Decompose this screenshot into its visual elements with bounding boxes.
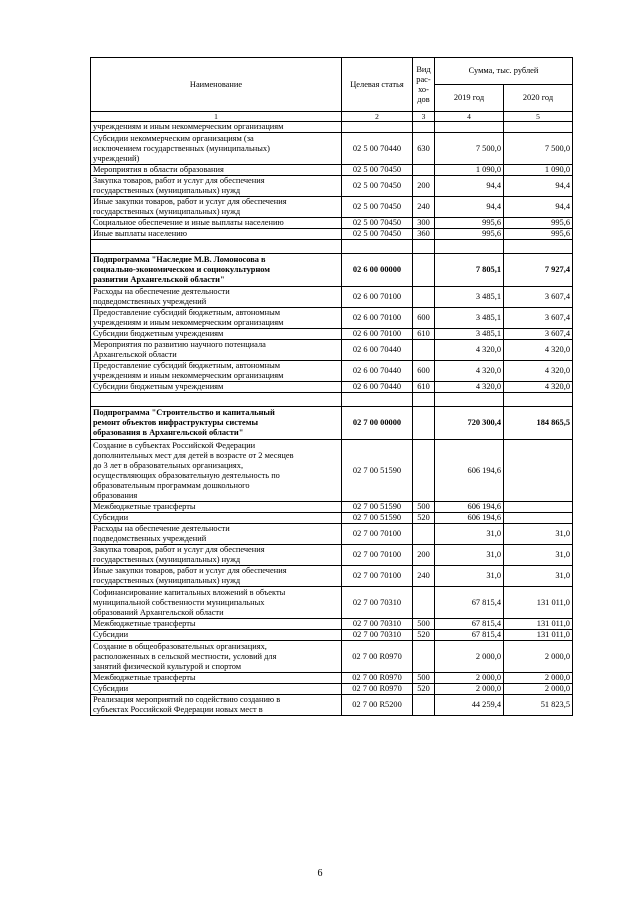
sum-2020-cell: 2 000,0 (504, 684, 573, 695)
sum-2019-cell: 67 815,4 (435, 630, 504, 641)
header-code: Целевая статья (342, 58, 413, 112)
name-line: Реализация мероприятий по содействию созданию в (93, 695, 281, 704)
sum-2020-cell: 31,0 (504, 545, 573, 566)
name-cell (91, 587, 342, 619)
code-cell: 02 5 00 70450 (342, 165, 413, 176)
sum-2020-cell: 3 607,4 (504, 329, 573, 340)
sum-2019-cell: 606 194,6 (435, 513, 504, 524)
vid-cell: 200 (413, 545, 435, 566)
vid-cell: 500 (413, 673, 435, 684)
name-line: субъектах Российской Федерации новых мест в (93, 705, 263, 714)
sum-2020-cell: 4 320,0 (504, 361, 573, 382)
code-cell: 02 5 00 70450 (342, 218, 413, 229)
vid-cell (413, 240, 435, 254)
sum-2019-cell: 67 815,4 (435, 587, 504, 619)
name-cell (91, 361, 342, 382)
sum-2020-cell: 94,4 (504, 176, 573, 197)
sum-2019-cell: 94,4 (435, 197, 504, 218)
name-cell (91, 133, 342, 165)
code-cell: 02 7 00 51590 (342, 440, 413, 502)
name-line: Субсидии (93, 630, 129, 639)
sum-2019-cell (435, 393, 504, 407)
name-line: Субсидии (93, 513, 129, 522)
name-line: Подпрограмма "Наследие М.В. Ломоносова в (93, 255, 266, 264)
name-cell (91, 524, 342, 545)
sum-2020-cell: 995,6 (504, 229, 573, 240)
name-line: занятий физической культурой и спортом (93, 661, 242, 671)
table-row (91, 545, 573, 566)
subprogram-row (91, 407, 573, 440)
name-cell (91, 545, 342, 566)
name-cell (91, 673, 342, 684)
name-line: государственных (муниципальных) нужд (93, 555, 241, 564)
code-cell (342, 122, 413, 133)
name-line: Субсидии бюджетным учреждениям (93, 329, 224, 338)
name-line: исключением государственных (муниципальных) (93, 143, 270, 153)
name-line: Подпрограмма "Строительство и капитальный (93, 408, 275, 417)
name-cell (91, 502, 342, 513)
vid-cell (413, 287, 435, 308)
name-cell (91, 229, 342, 240)
sum-2020-cell (504, 513, 573, 524)
name-line: Создание в общеобразовательных организациях, (93, 641, 267, 651)
vid-cell (413, 587, 435, 619)
name-cell (91, 165, 342, 176)
sum-2020-cell: 995,6 (504, 218, 573, 229)
vid-cell: 630 (413, 133, 435, 165)
code-cell: 02 7 00 70100 (342, 545, 413, 566)
name-cell (91, 254, 342, 287)
code-cell (342, 393, 413, 407)
name-line: учреждений) (93, 153, 140, 163)
name-line: Софинансирование капитальных вложений в объекты (93, 587, 286, 597)
code-cell: 02 7 00 00000 (342, 407, 413, 440)
table-row (91, 440, 573, 502)
header-year-2019: 2019 год (435, 85, 504, 112)
vid-cell (413, 393, 435, 407)
sum-2019-cell: 606 194,6 (435, 440, 504, 502)
vid-cell (413, 254, 435, 287)
sum-2020-cell: 3 607,4 (504, 287, 573, 308)
name-line: Предоставление субсидий бюджетным, автономным (93, 361, 281, 370)
sum-2020-cell: 3 607,4 (504, 308, 573, 329)
name-line: государственных (муниципальных) нужд (93, 186, 241, 195)
sum-2019-cell: 67 815,4 (435, 619, 504, 630)
name-line: до 3 лет в образовательных организациях, (93, 460, 244, 470)
vid-cell: 500 (413, 619, 435, 630)
table-row (91, 382, 573, 393)
table-row (91, 502, 573, 513)
sum-2020-cell: 31,0 (504, 566, 573, 587)
name-cell (91, 218, 342, 229)
column-number: 4 (435, 112, 504, 122)
vid-cell: 240 (413, 197, 435, 218)
sum-2020-cell (504, 122, 573, 133)
name-line: государственных (муниципальных) нужд (93, 207, 241, 216)
sum-2019-cell: 720 300,4 (435, 407, 504, 440)
name-cell (91, 619, 342, 630)
code-cell: 02 7 00 70310 (342, 630, 413, 641)
sum-2019-cell (435, 240, 504, 254)
sum-2019-cell: 3 485,1 (435, 329, 504, 340)
name-cell (91, 513, 342, 524)
code-cell: 02 6 00 70440 (342, 340, 413, 361)
code-cell: 02 7 00 R5200 (342, 695, 413, 716)
sum-2020-cell: 131 011,0 (504, 587, 573, 619)
vid-cell: 240 (413, 566, 435, 587)
sum-2019-cell (435, 122, 504, 133)
name-line: Субсидии (93, 684, 129, 693)
sum-2020-cell (504, 440, 573, 502)
name-line: расположенных в сельской местности, условий для (93, 651, 277, 661)
sum-2020-cell (504, 502, 573, 513)
spacer-row (91, 240, 573, 254)
code-cell (342, 240, 413, 254)
name-cell (91, 287, 342, 308)
name-cell (91, 393, 342, 407)
sum-2019-cell: 2 000,0 (435, 684, 504, 695)
code-cell: 02 7 00 51590 (342, 502, 413, 513)
table-row (91, 329, 573, 340)
column-number: 5 (504, 112, 573, 122)
header-vid-line: дов (417, 94, 430, 104)
page-number: 6 (317, 868, 323, 879)
sum-2019-cell: 4 320,0 (435, 382, 504, 393)
table-row (91, 587, 573, 619)
code-cell: 02 5 00 70450 (342, 176, 413, 197)
sum-2020-cell: 131 011,0 (504, 630, 573, 641)
sum-2020-cell: 2 000,0 (504, 673, 573, 684)
sum-2020-cell: 1 090,0 (504, 165, 573, 176)
sum-2020-cell: 7 500,0 (504, 133, 573, 165)
name-line: учреждениям и иным некоммерческим организациям (93, 371, 284, 380)
sum-2019-cell: 31,0 (435, 566, 504, 587)
sum-2020-cell (504, 393, 573, 407)
sum-2019-cell: 1 090,0 (435, 165, 504, 176)
name-line: Иные закупки товаров, работ и услуг для обеспечения (93, 197, 287, 206)
code-cell: 02 6 00 70100 (342, 308, 413, 329)
code-cell: 02 7 00 70310 (342, 587, 413, 619)
vid-cell: 520 (413, 513, 435, 524)
name-line: государственных (муниципальных) нужд (93, 576, 241, 585)
sum-2019-cell: 995,6 (435, 229, 504, 240)
table-row (91, 133, 573, 165)
column-number: 3 (413, 112, 435, 122)
code-cell: 02 5 00 70450 (342, 197, 413, 218)
header-vid-line: хо- (418, 84, 429, 94)
vid-cell: 610 (413, 329, 435, 340)
name-cell (91, 329, 342, 340)
header-vid-line: рас- (416, 74, 431, 84)
name-cell (91, 684, 342, 695)
table-row (91, 630, 573, 641)
name-cell (91, 340, 342, 361)
name-line: образовательным программам дошкольного (93, 480, 250, 490)
name-line: ремонт объектов инфраструктуры системы (93, 418, 258, 427)
code-cell: 02 6 00 70100 (342, 329, 413, 340)
vid-cell: 520 (413, 684, 435, 695)
code-cell: 02 6 00 70440 (342, 361, 413, 382)
spacer-row (91, 393, 573, 407)
name-cell (91, 197, 342, 218)
budget-table (90, 57, 573, 716)
sum-2019-cell: 3 485,1 (435, 287, 504, 308)
name-line: образования (93, 490, 138, 500)
table-row (91, 122, 573, 133)
code-cell: 02 5 00 70440 (342, 133, 413, 165)
header-vid (413, 58, 435, 112)
name-cell (91, 407, 342, 440)
vid-cell: 600 (413, 308, 435, 329)
name-line: Создание в субъектах Российской Федерации (93, 440, 256, 450)
name-line: Предоставление субсидий бюджетным, автономным (93, 308, 281, 317)
table-row (91, 165, 573, 176)
vid-cell (413, 524, 435, 545)
table-row (91, 619, 573, 630)
sum-2020-cell (504, 240, 573, 254)
sum-2019-cell: 995,6 (435, 218, 504, 229)
name-cell (91, 122, 342, 133)
column-number-row (91, 112, 573, 122)
name-line: Межбюджетные трансферты (93, 502, 196, 511)
name-line: Закупка товаров, работ и услуг для обеспечения (93, 545, 265, 554)
name-line: Субсидии бюджетным учреждениям (93, 382, 224, 391)
sum-2020-cell: 184 865,5 (504, 407, 573, 440)
sum-2019-cell: 2 000,0 (435, 641, 504, 673)
name-cell (91, 695, 342, 716)
name-line: Субсидии некоммерческим организациям (за (93, 133, 254, 143)
name-line: Межбюджетные трансферты (93, 673, 196, 682)
name-line: Мероприятия по развитию научного потенциала (93, 340, 266, 349)
table-row (91, 641, 573, 673)
name-cell (91, 308, 342, 329)
vid-cell (413, 165, 435, 176)
vid-cell (413, 440, 435, 502)
code-cell: 02 6 00 70440 (342, 382, 413, 393)
sum-2019-cell: 94,4 (435, 176, 504, 197)
name-cell (91, 630, 342, 641)
code-cell: 02 7 00 R0970 (342, 641, 413, 673)
name-line: подведомственных учреждений (93, 534, 207, 543)
vid-cell: 300 (413, 218, 435, 229)
vid-cell: 610 (413, 382, 435, 393)
table-row (91, 308, 573, 329)
sum-2019-cell: 7 500,0 (435, 133, 504, 165)
sum-2019-cell: 44 259,4 (435, 695, 504, 716)
name-cell (91, 440, 342, 502)
sum-2019-cell: 31,0 (435, 524, 504, 545)
table-row (91, 229, 573, 240)
sum-2020-cell: 4 320,0 (504, 340, 573, 361)
header-name: Наименование (91, 58, 342, 112)
table-row (91, 513, 573, 524)
sum-2020-cell: 51 823,5 (504, 695, 573, 716)
table-row (91, 287, 573, 308)
code-cell: 02 6 00 70100 (342, 287, 413, 308)
name-line: развитии Архангельской области" (93, 275, 225, 284)
name-line: дополнительных мест для детей в возрасте от 2 месяцев (93, 450, 294, 460)
name-line: Расходы на обеспечение деятельности (93, 287, 230, 296)
column-number: 1 (91, 112, 342, 122)
sum-2019-cell: 606 194,6 (435, 502, 504, 513)
name-line: Иные закупки товаров, работ и услуг для обеспечения (93, 566, 287, 575)
name-cell (91, 240, 342, 254)
sum-2020-cell: 31,0 (504, 524, 573, 545)
code-cell: 02 7 00 70100 (342, 524, 413, 545)
table-row (91, 566, 573, 587)
sum-2020-cell: 2 000,0 (504, 641, 573, 673)
code-cell: 02 7 00 R0970 (342, 684, 413, 695)
code-cell: 02 7 00 70100 (342, 566, 413, 587)
column-number: 2 (342, 112, 413, 122)
name-cell (91, 566, 342, 587)
vid-cell (413, 695, 435, 716)
code-cell: 02 5 00 70450 (342, 229, 413, 240)
name-line: Иные выплаты населению (93, 229, 187, 238)
name-line: Межбюджетные трансферты (93, 619, 196, 628)
vid-cell: 500 (413, 502, 435, 513)
vid-cell (413, 641, 435, 673)
sum-2019-cell: 31,0 (435, 545, 504, 566)
vid-cell (413, 340, 435, 361)
subprogram-row (91, 254, 573, 287)
name-line: социально-экономическом и социокультурном (93, 265, 271, 274)
table-row (91, 524, 573, 545)
vid-cell (413, 122, 435, 133)
name-cell (91, 382, 342, 393)
sum-2019-cell: 3 485,1 (435, 308, 504, 329)
table-row (91, 197, 573, 218)
sum-2020-cell: 4 320,0 (504, 382, 573, 393)
name-line: учреждениям и иным некоммерческим организациям (93, 318, 284, 327)
code-cell: 02 7 00 70310 (342, 619, 413, 630)
name-line: Архангельской области (93, 350, 177, 359)
vid-cell: 200 (413, 176, 435, 197)
sum-2019-cell: 2 000,0 (435, 673, 504, 684)
name-line: образований Архангельской области (93, 607, 224, 617)
name-line: образования в Архангельской области" (93, 428, 244, 437)
vid-cell: 360 (413, 229, 435, 240)
sum-2019-cell: 4 320,0 (435, 361, 504, 382)
name-line: Мероприятия в области образования (93, 165, 224, 174)
sum-2019-cell: 7 805,1 (435, 254, 504, 287)
vid-cell (413, 407, 435, 440)
sum-2020-cell: 131 011,0 (504, 619, 573, 630)
table-row (91, 176, 573, 197)
table-row (91, 340, 573, 361)
name-line: муниципальной собственности муниципальных (93, 597, 265, 607)
header-sum: Сумма, тыс. рублей (435, 58, 573, 85)
table-row (91, 218, 573, 229)
header-vid-line: Вид (416, 64, 431, 74)
table-body (91, 122, 573, 716)
sum-2020-cell: 7 927,4 (504, 254, 573, 287)
sum-2019-cell: 4 320,0 (435, 340, 504, 361)
table-row (91, 684, 573, 695)
sum-2020-cell: 94,4 (504, 197, 573, 218)
code-cell: 02 6 00 00000 (342, 254, 413, 287)
name-cell (91, 176, 342, 197)
code-cell: 02 7 00 51590 (342, 513, 413, 524)
name-line: подведомственных учреждений (93, 297, 207, 306)
name-line: учреждениям и иным некоммерческим организациям (93, 122, 284, 131)
table-row (91, 361, 573, 382)
code-cell: 02 7 00 R0970 (342, 673, 413, 684)
table-header (91, 58, 573, 122)
name-line: Расходы на обеспечение деятельности (93, 524, 230, 533)
name-line: Социальное обеспечение и иные выплаты населению (93, 218, 284, 227)
name-line: Закупка товаров, работ и услуг для обеспечения (93, 176, 265, 185)
name-line: осуществляющих образовательную деятельность по (93, 470, 280, 480)
table-row (91, 673, 573, 684)
name-cell (91, 641, 342, 673)
header-year-2020: 2020 год (504, 85, 573, 112)
vid-cell: 520 (413, 630, 435, 641)
table-row (91, 695, 573, 716)
vid-cell: 600 (413, 361, 435, 382)
